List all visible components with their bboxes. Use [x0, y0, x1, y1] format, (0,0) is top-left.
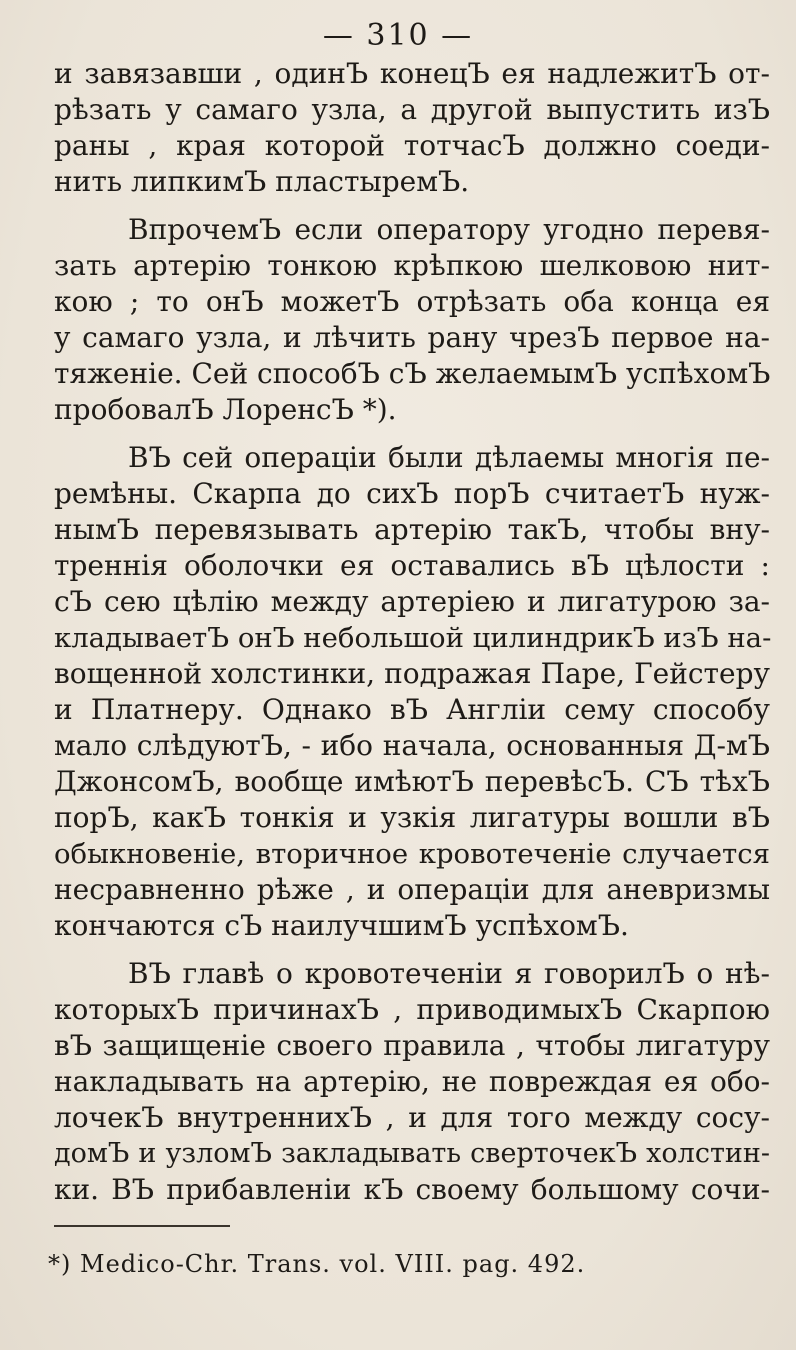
- text-line: ВЪ главѣ о кровотеченіи я говорилЪ о нѣ-: [128, 957, 770, 990]
- footnote-divider: [54, 1225, 230, 1227]
- text-line: ВпрочемЪ если оператору угодно перевя-: [128, 213, 770, 246]
- text-line: порЪ, какЪ тонкія и узкія лигатуры вошли вЪ: [54, 801, 770, 834]
- text-line: у самаго узла, и лѣчить рану чрезЪ первое на-: [54, 321, 770, 354]
- text-line: и Платнеру. Однако вЪ Англіи сему способу: [54, 693, 770, 726]
- text-line: вЪ защищеніе своего правила , чтобы лигатуру: [54, 1029, 770, 1062]
- text-line: которыхЪ причинахЪ , приводимыхЪ Скарпою: [54, 993, 770, 1026]
- text-line: кою ; то онЪ можетЪ отрѣзать оба конца ея: [54, 285, 770, 318]
- text-line: несравненно рѣже , и операціи для аневризмы: [54, 873, 770, 906]
- text-line: и завязавши , одинЪ конецЪ ея надлежитЪ от-: [54, 57, 770, 90]
- text-line: ВЪ сей операціи были дѣлаемы многія пе-: [128, 441, 770, 474]
- text-line: обыкновеніе, вторичное кровотеченіе случается: [54, 838, 770, 870]
- text-line: вощенной холстинки, подражая Паре, Гейстеру: [54, 657, 770, 690]
- text-line: кладываетЪ онЪ небольшой цилиндрикЪ изЪ на-: [54, 622, 772, 654]
- text-line: тяженіе. Сей способЪ сЪ желаемымЪ успѣхомЪ: [54, 357, 771, 390]
- text-line: рѣзать у самаго узла, а другой выпустить изЪ: [54, 93, 770, 126]
- text-line: сЪ сею цѣлію между артеріею и лигатурою за-: [54, 585, 770, 618]
- text-line: нымЪ перевязывать артерію такЪ, чтобы вну-: [54, 513, 770, 546]
- text-line: ремѣны. Скарпа до сихЪ порЪ считаетЪ нуж-: [54, 477, 770, 510]
- text-line: раны , края которой тотчасЪ должно соеди-: [54, 129, 770, 162]
- text-line: лочекЪ внутреннихЪ , и для того между сосу-: [54, 1101, 770, 1134]
- page-number: — 310 —: [322, 18, 474, 53]
- text-line: зать артерію тонкою крѣпкою шелковою нит-: [54, 249, 770, 282]
- text-line: кончаются сЪ наилучшимЪ успѣхомЪ.: [54, 909, 629, 942]
- text-line: накладывать на артерію, не повреждая ея обо-: [54, 1065, 770, 1098]
- text-line: треннія оболочки ея оставались вЪ цѣлости :: [54, 549, 770, 582]
- text-line: ки. ВЪ прибавленіи кЪ своему большому сочи-: [54, 1173, 770, 1206]
- footnote: *) Medico-Chr. Trans. vol. VIII. pag. 492.: [48, 1250, 586, 1278]
- text-line: мало слѣдуютЪ, - ибо начала, основанныя Д-мЪ: [54, 729, 770, 762]
- text-line: ДжонсомЪ, вообще имѣютЪ перевѣсЪ. СЪ тѣхЪ: [54, 765, 770, 798]
- text-line: домЪ и узломЪ закладывать сверточекЪ холстин-: [54, 1138, 770, 1169]
- text-line: пробовалЪ ЛоренсЪ *).: [54, 393, 397, 426]
- text-line: нить липкимЪ пластыремЪ.: [54, 165, 470, 198]
